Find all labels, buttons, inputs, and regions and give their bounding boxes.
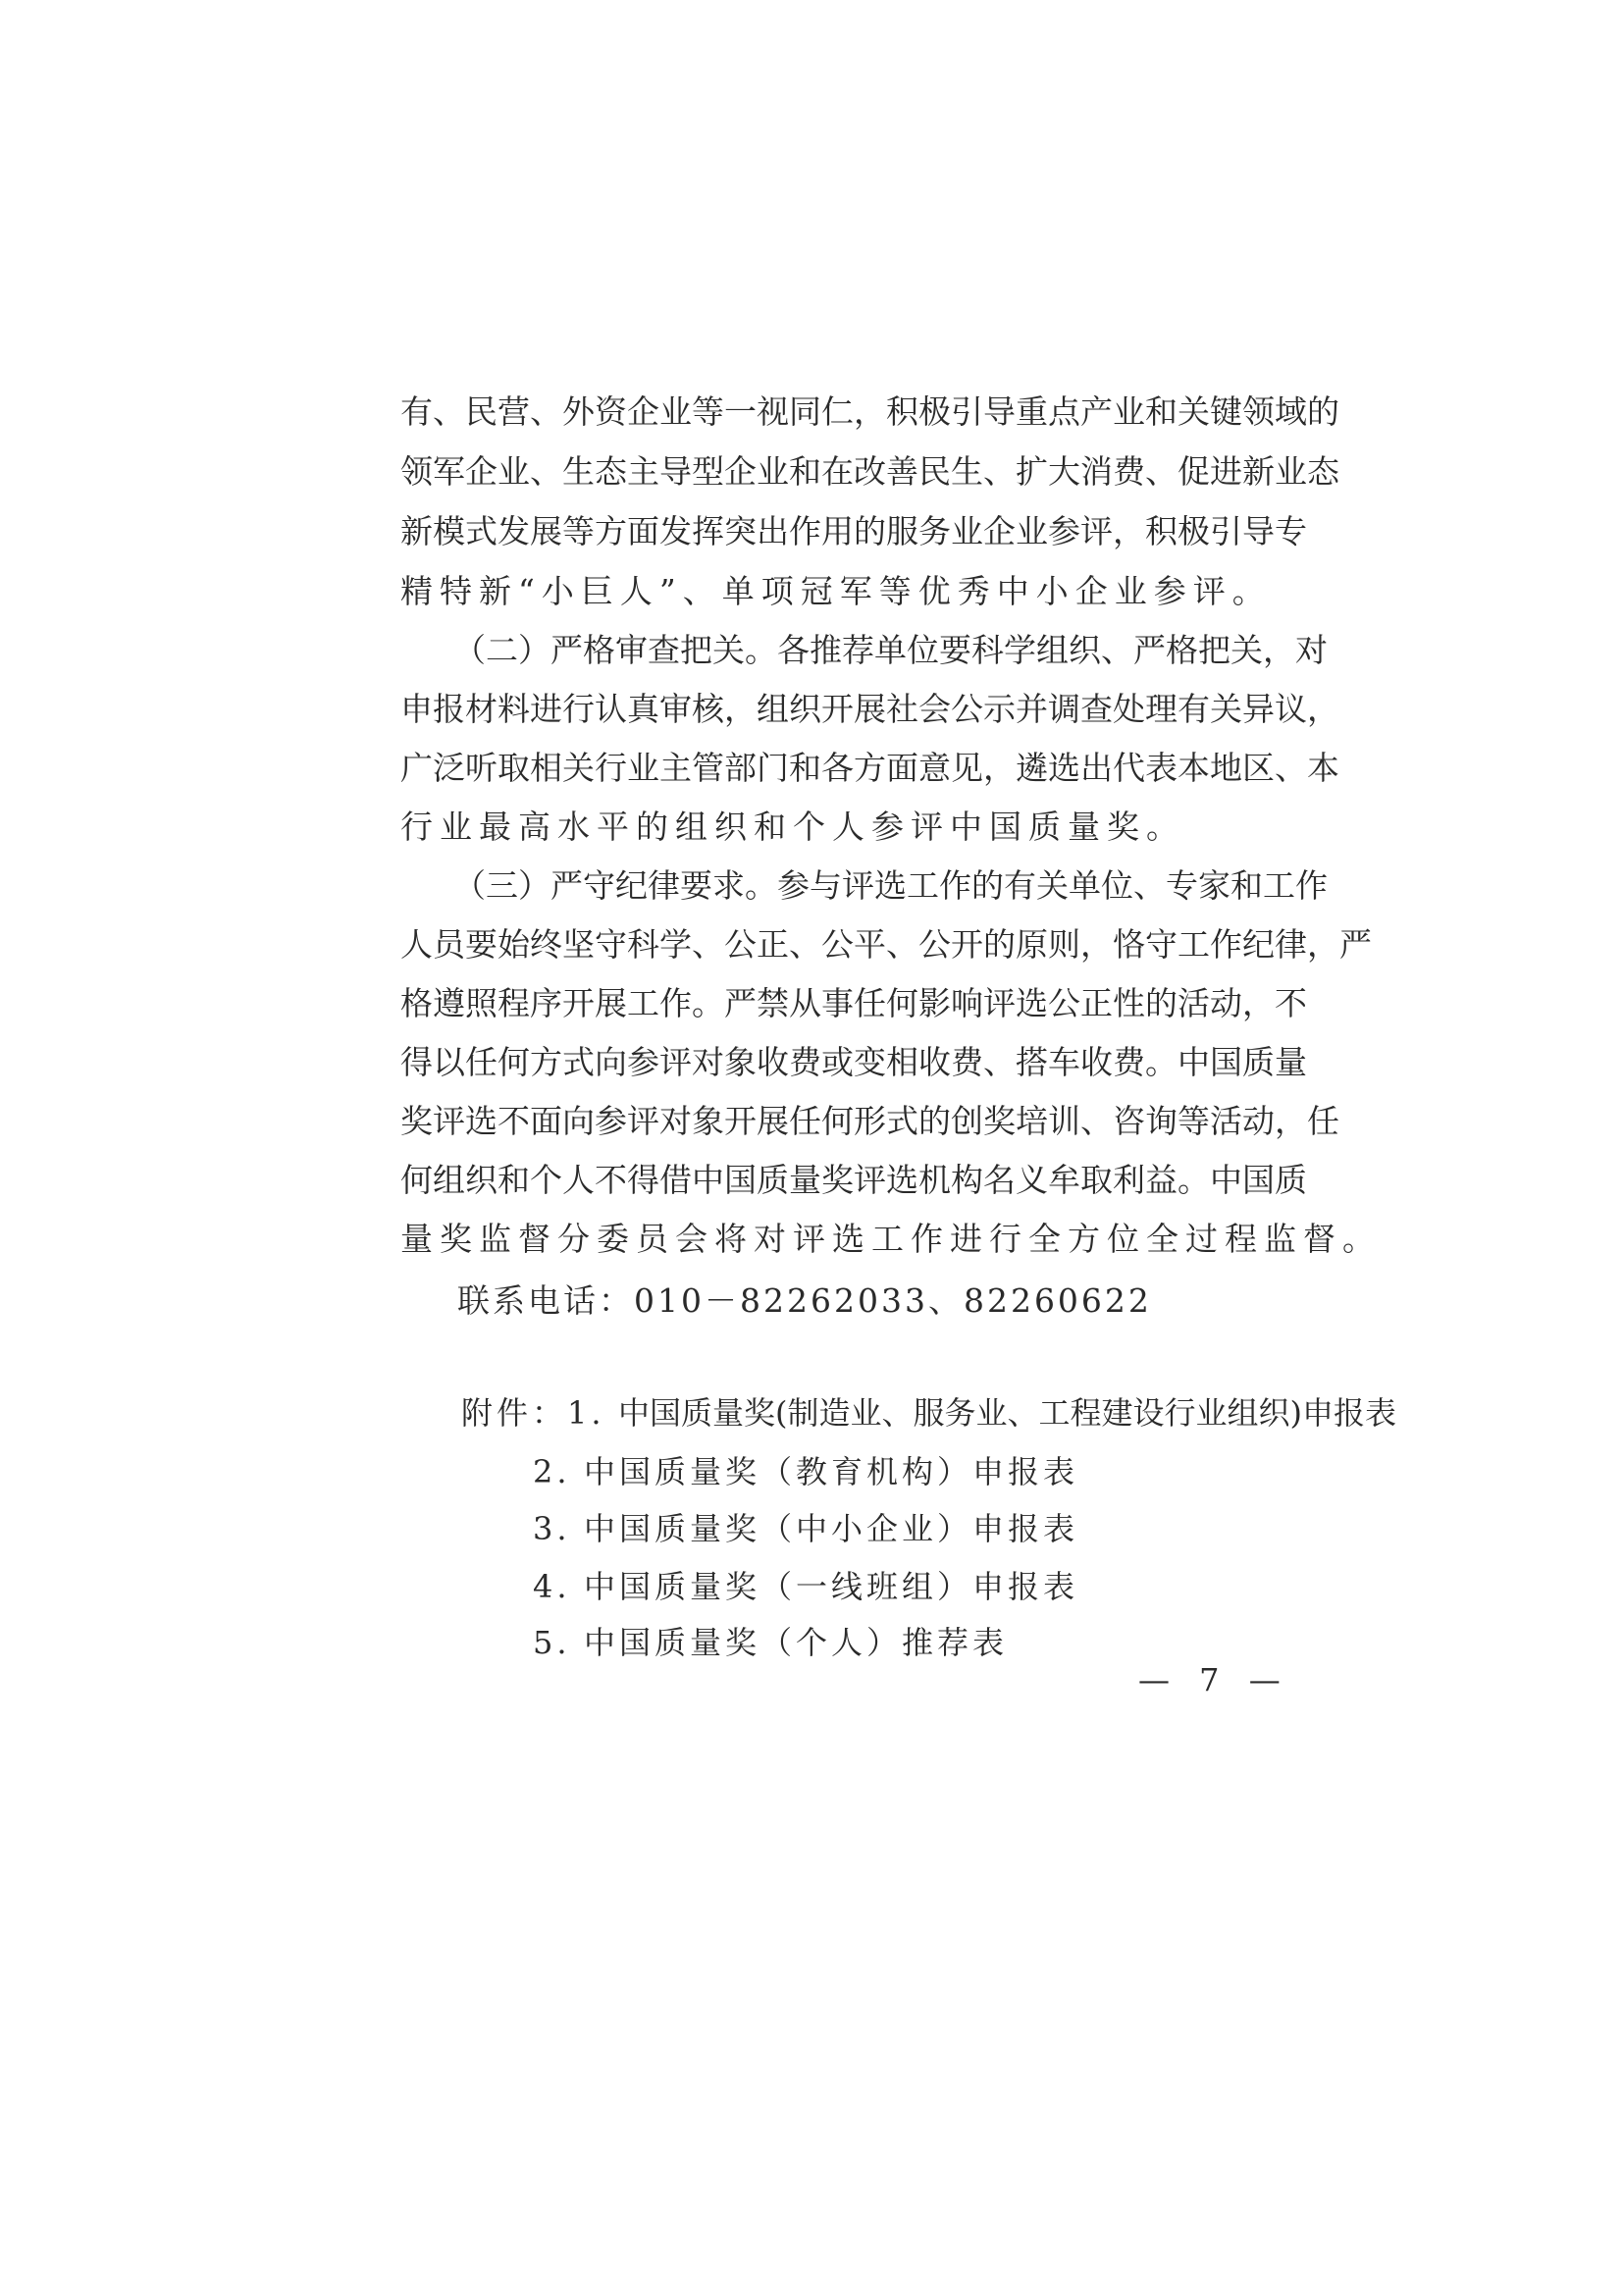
text-line: 有、民营、外资企业等一视同仁，积极引导重点产业和关键领域的 xyxy=(400,392,1339,431)
text-line: 量奖监督分委员会将对评选工作进行全方位全过程监督。 xyxy=(400,1220,1382,1258)
section-heading-line: （二）严格审查把关。各推荐单位要科学组织、严格把关，对 xyxy=(453,631,1328,669)
attachment-title: 中国质量奖（中小企业）申报表 xyxy=(584,1510,1079,1547)
attachment-item xyxy=(533,1621,1008,1664)
attachment-item xyxy=(533,1450,1078,1493)
contact-phone: 联系电话：010－82262033、82260622 xyxy=(457,1281,1152,1320)
attachment-title: 中国质量奖（个人）推荐表 xyxy=(584,1624,1009,1661)
attachment-title: 中国质量奖（教育机构）申报表 xyxy=(584,1453,1079,1490)
attachment-title: 中国质量奖（一线班组）申报表 xyxy=(584,1568,1079,1605)
attachment-title: 中国质量奖(制造业、服务业、工程建设行业组织)申报表 xyxy=(618,1394,1396,1432)
attachment-item xyxy=(533,1507,1078,1550)
attachment-number: 2. xyxy=(533,1453,571,1490)
text-line: 行业最高水平的组织和个人参评中国质量奖。 xyxy=(400,808,1185,846)
text-line: 领军企业、生态主导型企业和在改善民生、扩大消费、促进新业态 xyxy=(400,452,1339,491)
page-number: — 7 — xyxy=(1138,1661,1290,1698)
text-line: 格遵照程序开展工作。严禁从事任何影响评选公正性的活动，不 xyxy=(400,984,1307,1022)
attachment-number: 1. xyxy=(567,1394,605,1432)
text-line: 人员要始终坚守科学、公正、公平、公开的原则，恪守工作纪律，严 xyxy=(400,925,1372,964)
attachment-item xyxy=(533,1565,1078,1608)
attachments-label: 附件： xyxy=(461,1394,568,1432)
attachment-number: 5. xyxy=(533,1624,571,1661)
attachment-number: 3. xyxy=(533,1510,571,1547)
text-line: 新模式发展等方面发挥突出作用的服务业企业参评，积极引导专 xyxy=(400,512,1307,550)
attachment-item xyxy=(461,1391,1396,1435)
text-line: 精特新“小巨人”、单项冠军等优秀中小企业参评。 xyxy=(400,572,1272,610)
text-line: 申报材料进行认真审核，组织开展社会公示并调查处理有关异议， xyxy=(400,690,1339,728)
attachment-number: 4. xyxy=(533,1568,571,1605)
text-line: 奖评选不面向参评对象开展任何形式的创奖培训、咨询等活动，任 xyxy=(400,1102,1339,1140)
section-heading-line: （三）严守纪律要求。参与评选工作的有关单位、专家和工作 xyxy=(453,866,1328,905)
text-line: 何组织和个人不得借中国质量奖评选机构名义牟取利益。中国质 xyxy=(400,1161,1307,1199)
text-line: 得以任何方式向参评对象收费或变相收费、搭车收费。中国质量 xyxy=(400,1043,1307,1081)
text-line: 广泛听取相关行业主管部门和各方面意见，遴选出代表本地区、本 xyxy=(400,749,1339,787)
